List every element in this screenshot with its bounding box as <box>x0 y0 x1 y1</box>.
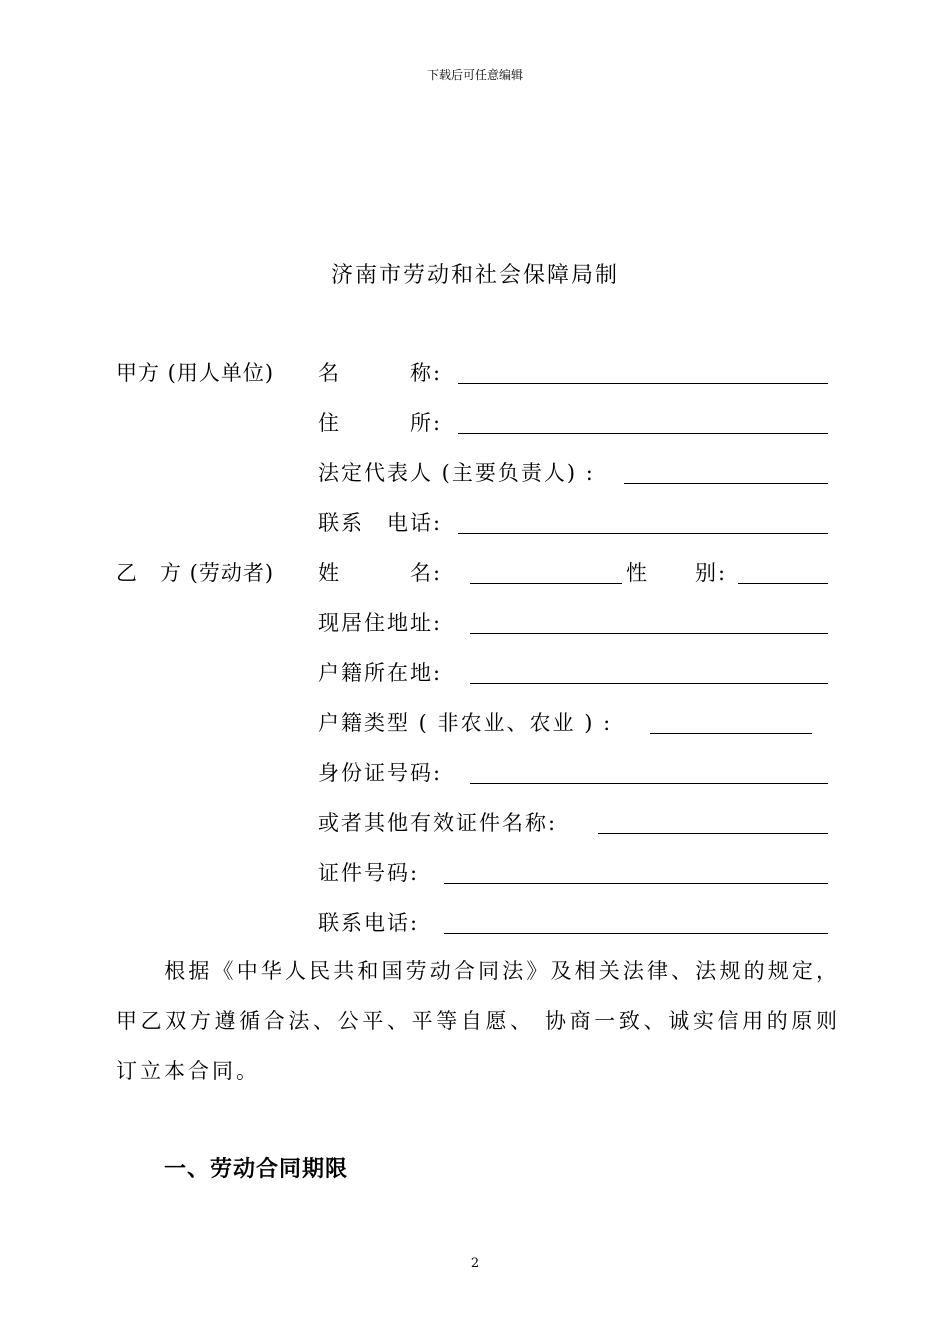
party-a-representative-row <box>0 457 950 491</box>
party-b-other-id-name-row <box>0 807 950 841</box>
party-b-current-address-field[interactable] <box>470 633 828 634</box>
party-b-current-address-row <box>0 607 950 641</box>
party-a-address-row <box>0 407 950 441</box>
party-b-phone-field[interactable] <box>444 933 828 934</box>
preamble-paragraph: 根据《中华人民共和国劳动合同法》及相关法律、法规的规定，甲乙双方遵循合法、公平、平等自愿、 协商一致、诚实信用的原则订立本合同。 <box>116 959 840 1083</box>
party-b-other-id-name-field[interactable] <box>598 833 828 834</box>
party-b-household-location-label: 户籍所在地: <box>318 661 443 685</box>
party-a-representative-label: 法定代表人 (主要负责人) : <box>318 461 595 485</box>
party-a-phone-row <box>0 507 950 541</box>
party-b-household-type-row <box>0 707 950 741</box>
page-number: 2 <box>470 1256 480 1271</box>
party-a-name-field[interactable] <box>458 383 828 384</box>
party-b-certificate-number-field[interactable] <box>444 883 828 884</box>
header-note: 下载后可任意编辑 <box>426 68 523 82</box>
party-b-phone-row <box>0 907 950 941</box>
section-title: 一、劳动合同期限 <box>164 1157 349 1182</box>
party-b-current-address-label: 现居住地址: <box>318 611 443 635</box>
party-b-household-type-label: 户籍类型 ( 非农业、农业 ) : <box>318 711 613 735</box>
party-b-id-number-field[interactable] <box>470 783 828 784</box>
party-a-label: 甲方 (用人单位) <box>116 361 275 385</box>
party-a-address-field[interactable] <box>458 433 828 434</box>
party-b-name-field[interactable] <box>470 583 622 584</box>
party-a-name-label: 名 称: <box>318 361 443 385</box>
party-a-name-row <box>0 357 950 391</box>
party-b-phone-label: 联系电话: <box>318 911 420 935</box>
party-b-gender-field[interactable] <box>738 583 828 584</box>
party-b-household-location-field[interactable] <box>470 683 828 684</box>
party-b-household-location-row <box>0 657 950 691</box>
party-b-name-row <box>0 557 950 591</box>
party-b-certificate-number-label: 证件号码: <box>318 861 420 885</box>
issuer-title: 济南市劳动和社会保障局制 <box>330 263 619 288</box>
party-a-phone-field[interactable] <box>458 533 828 534</box>
party-a-address-label: 住 所: <box>318 411 443 435</box>
party-a-representative-field[interactable] <box>624 483 828 484</box>
party-a-phone-label: 联系 电话: <box>318 511 443 535</box>
party-b-other-id-name-label: 或者其他有效证件名称: <box>318 811 558 835</box>
party-b-household-type-field[interactable] <box>650 733 812 734</box>
party-b-label: 乙 方 (劳动者) <box>116 561 275 585</box>
party-b-certificate-number-row <box>0 857 950 891</box>
party-b-id-number-label: 身份证号码: <box>318 761 443 785</box>
party-b-id-number-row <box>0 757 950 791</box>
party-b-gender-label: 性 别: <box>626 561 728 585</box>
party-b-name-label: 姓 名: <box>318 561 443 585</box>
